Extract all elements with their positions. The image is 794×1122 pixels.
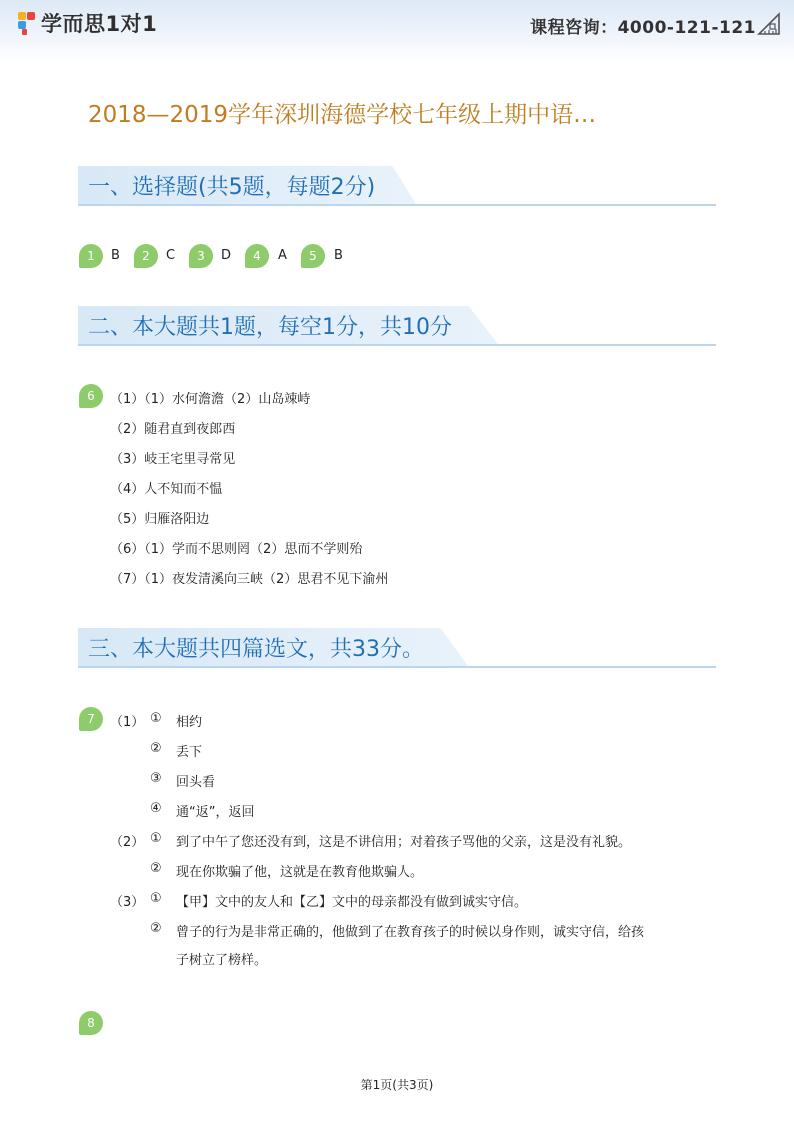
item-text: 到了中午了您还没有到，这是不讲信用；对着孩子骂他的父亲，这是没有礼貌。 [176,835,632,850]
logo-icon [16,10,38,36]
page-number: 第1页(共3页) [360,1078,434,1092]
hotline-text: 课程咨询：4000-121-121 [530,18,756,38]
item-marker: ② [150,741,162,756]
item-text: 【甲】文中的友人和【乙】文中的母亲都没有做到诚实守信。 [176,895,528,910]
item-marker: ③ [150,771,162,786]
brand-logo[interactable] [16,8,157,38]
answer-line: （5）归雁洛阳边 [110,512,210,527]
question-number-badge: 1 [79,244,103,268]
item-text: 通“返”，返回 [176,805,255,820]
answer-line: （3）岐王宅里寻常见 [110,452,236,467]
item-marker: ② [150,921,162,936]
ruler-icon [756,11,782,37]
answer-line: （7）（1）夜发清溪向三峡（2）思君不见下渝州 [110,572,389,587]
item-marker: ① [150,831,162,846]
section-header-multiple-choice [78,166,716,210]
answer-text: A [278,248,287,263]
sub-question-label: （2） [110,835,145,850]
item-marker: ① [150,891,162,906]
answer-line: （4）人不知而不愠 [110,482,223,497]
answer-text: D [221,248,232,263]
item-text-continuation: 子树立了榜样。 [176,953,268,968]
item-marker: ④ [150,801,162,816]
section-title: 二、本大题共1题，每空1分，共10分 [88,315,452,340]
question-number-badge: 3 [189,244,213,268]
answer-text: B [111,248,120,263]
question-number-badge: 4 [245,244,269,268]
answer-line: （2）随君直到夜郎西 [110,422,236,437]
item-marker: ② [150,861,162,876]
section-title: 三、本大题共四篇选文，共33分。 [88,637,424,662]
answer-line: （1）（1）水何澹澹（2）山岛竦峙 [110,392,311,407]
item-text: 丢下 [176,745,203,760]
question-number-badge: 7 [79,707,103,731]
section-title: 一、选择题(共5题，每题2分) [88,175,376,200]
page-header [0,0,794,62]
item-text: 相约 [176,715,203,730]
item-text: 回头看 [176,775,216,790]
sub-question-label: （3） [110,895,145,910]
section-header-fill-in [78,306,716,350]
answer-text: C [166,248,176,263]
document-title: 2018—2019学年深圳海德学校七年级上期中语… [88,102,597,128]
sub-question-label: （1） [110,715,145,730]
question-number-badge: 2 [134,244,158,268]
question-number-badge: 6 [79,384,103,408]
brand-name: 学而思1对1 [41,12,158,36]
answer-text: B [334,248,343,263]
question-number-badge: 5 [301,244,325,268]
item-marker: ① [150,711,162,726]
item-text: 现在你欺骗了他，这就是在教育他欺骗人。 [176,865,424,880]
answer-line: （6）（1）学而不思则罔（2）思而不学则殆 [110,542,363,557]
item-text: 曾子的行为是非常正确的，他做到了在教育孩子的时候以身作则，诚实守信，给孩 [176,925,645,940]
section-header-reading [78,628,716,672]
question-number-badge: 8 [79,1011,103,1035]
